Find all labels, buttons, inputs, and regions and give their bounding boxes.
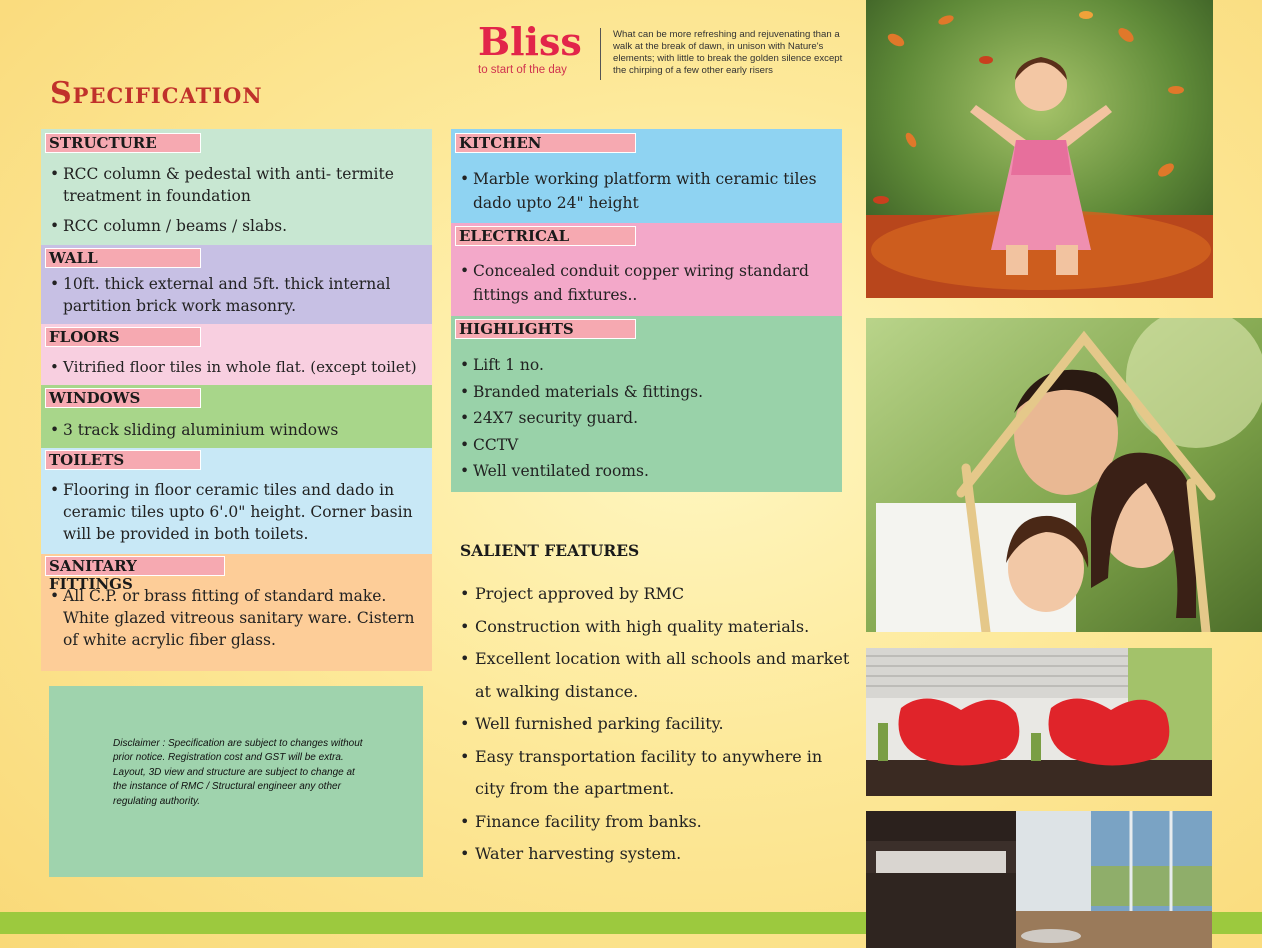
spec-highlights <box>451 316 842 492</box>
list-item: • Project approved by RMC <box>460 578 850 611</box>
family-house-frame-photo <box>866 318 1262 632</box>
list-item: • Excellent location with all schools and market at walking distance. <box>460 643 850 708</box>
girl-autumn-leaves-photo <box>866 0 1213 298</box>
spec-heading: WINDOWS <box>45 388 201 408</box>
list-item: • All C.P. or brass fitting of standard make. White glazed vitreous sanitary ware. Cistern of white acrylic fiber glass. <box>50 585 420 651</box>
spec-heading: KITCHEN <box>455 133 636 153</box>
spec-heading: STRUCTURE <box>45 133 201 153</box>
list-item: • Well ventilated rooms. <box>460 458 835 485</box>
list-item: • CCTV <box>460 432 835 459</box>
list-item: • Well furnished parking facility. <box>460 708 850 741</box>
list-item: • 3 track sliding aluminium windows <box>50 419 420 441</box>
spec-floors <box>41 324 432 385</box>
spec-heading: ELECTRICAL <box>455 226 636 246</box>
spec-heading: HIGHLIGHTS <box>455 319 636 339</box>
disclaimer-text: Disclaimer : Specification are subject to changes without prior notice. Registration cost and GST will be extra. Layout, 3D view and structure are subject to change at the instance of RMC / Structural engineer any other regulating authority. <box>113 738 363 807</box>
spec-heading: WALL <box>45 248 201 268</box>
brand-divider <box>600 28 601 80</box>
spec-toilets <box>41 448 432 554</box>
spec-windows <box>41 385 432 448</box>
list-item: • Finance facility from banks. <box>460 806 850 839</box>
brand-description: What can be more refreshing and rejuvenating than a walk at the break of dawn, in unison with Nature's elements; with little to break the golden silence except the chirping of a few other early risers <box>613 29 843 76</box>
list-item: • Lift 1 no. <box>460 352 835 379</box>
footer-bar-right <box>1212 912 1262 934</box>
brand-word: Bliss <box>478 19 582 64</box>
list-item: • 24X7 security guard. <box>460 405 835 432</box>
list-item: • Flooring in floor ceramic tiles and dado in ceramic tiles upto 6'.0" height. Corner basin will be provided in both toilets. <box>50 479 420 545</box>
spec-heading: TOILETS <box>45 450 201 470</box>
spec-heading: FLOORS <box>45 327 201 347</box>
red-chairs-interior-photo <box>866 648 1212 796</box>
spec-kitchen <box>451 129 842 223</box>
kitchen-interior-photo <box>866 811 1212 948</box>
salient-features-list <box>460 578 850 871</box>
brand-tagline: to start of the day <box>478 64 567 76</box>
spec-electrical <box>451 223 842 316</box>
list-item: • Concealed conduit copper wiring standard fittings and fixtures.. <box>460 259 835 307</box>
list-item: • Marble working platform with ceramic tiles dado upto 24" height <box>460 167 835 215</box>
spec-structure <box>41 129 432 245</box>
spec-heading: SANITARY FITTINGS <box>45 556 225 576</box>
page-title: Specification <box>50 76 263 111</box>
footer-bar <box>0 912 866 934</box>
list-item: • Branded materials & fittings. <box>460 379 835 406</box>
list-item: • Vitrified floor tiles in whole flat. (except toilet) <box>50 356 435 378</box>
brand-logo <box>478 19 582 76</box>
spec-sanitary-fittings <box>41 554 432 671</box>
spec-wall <box>41 245 432 324</box>
list-item: • RCC column & pedestal with anti- termite treatment in foundation <box>50 163 420 207</box>
list-item: • Easy transportation facility to anywhere in city from the apartment. <box>460 741 850 806</box>
list-item: • 10ft. thick external and 5ft. thick internal partition brick work masonry. <box>50 273 420 317</box>
disclaimer-box <box>49 686 423 877</box>
list-item: • Water harvesting system. <box>460 838 850 871</box>
list-item: • RCC column / beams / slabs. <box>50 215 420 237</box>
salient-features-title: SALIENT FEATURES <box>460 541 640 560</box>
list-item: • Construction with high quality materials. <box>460 611 850 644</box>
